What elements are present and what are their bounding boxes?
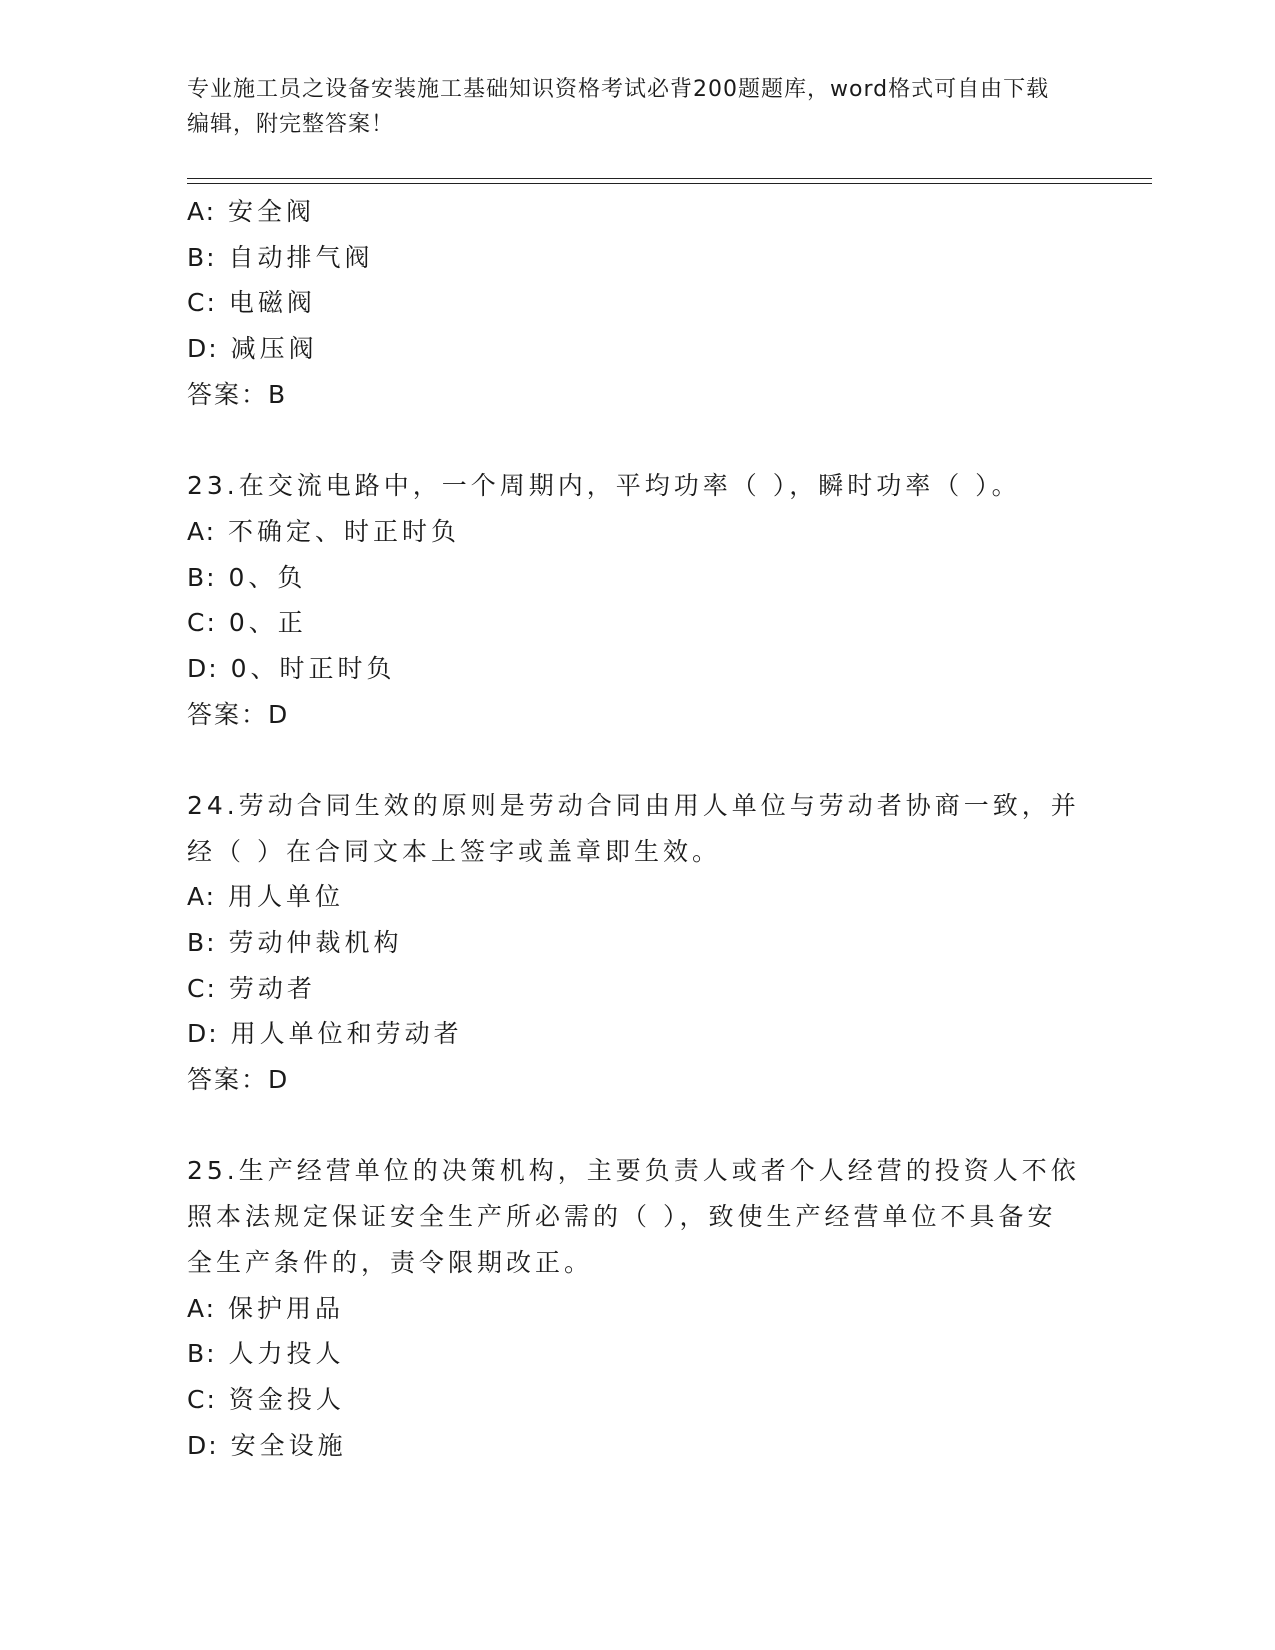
question-list [187,189,1087,1468]
option-d: D: 0、时正时负 [187,653,396,683]
spacer [187,737,1087,783]
option-d: D: 减压阀 [187,334,318,364]
option-a: A: 安全阀 [187,197,316,226]
question-24 [187,783,1087,1103]
option-a: A: 不确定、时正时负 [187,516,461,546]
option-c: C: 0、正 [187,608,307,638]
option-c: C: 电磁阀 [187,288,316,318]
question-text: 23.在交流电路中，一个周期内，平均功率（ ），瞬时功率（ ）。 [187,471,1021,501]
question-23 [187,463,1087,737]
answer: 答案：D [187,699,290,729]
document-header: 专业施工员之设备安装施工基础知识资格考试必背200题题库，word格式可自由下载编辑，附完整答案！ [187,77,1050,137]
question-text-line-3: 全生产条件的，责令限期改正。 [187,1247,594,1277]
question-text-line-1: 24.劳动合同生效的原则是劳动合同由用人单位与劳动者协商一致，并 [187,790,1080,820]
option-d: D: 安全设施 [187,1430,347,1460]
option-c: C: 劳动者 [187,973,316,1003]
spacer [187,1103,1087,1149]
header-divider-top [187,178,1152,179]
option-b: B: 劳动仲裁机构 [187,928,403,958]
option-a: A: 保护用品 [187,1293,345,1323]
spacer [187,417,1087,463]
option-c: C: 资金投人 [187,1384,345,1414]
option-b: B: 自动排气阀 [187,242,374,272]
option-a: A: 用人单位 [187,882,345,912]
option-d: D: 用人单位和劳动者 [187,1019,463,1049]
answer: 答案：D [187,1065,290,1095]
question-25 [187,1148,1087,1468]
question-text-line-1: 25.生产经营单位的决策机构，主要负责人或者个人经营的投资人不依 [187,1156,1080,1186]
question-22 [187,189,1087,417]
option-b: B: 0、负 [187,562,307,592]
question-text-line-2: 经（ ）在合同文本上签字或盖章即生效。 [187,836,721,866]
option-b: B: 人力投人 [187,1339,345,1369]
header-divider-bottom [187,183,1152,184]
answer: 答案：B [187,379,288,409]
question-text-line-2: 照本法规定保证安全生产所必需的（ ），致使生产经营单位不具备安 [187,1202,1057,1232]
